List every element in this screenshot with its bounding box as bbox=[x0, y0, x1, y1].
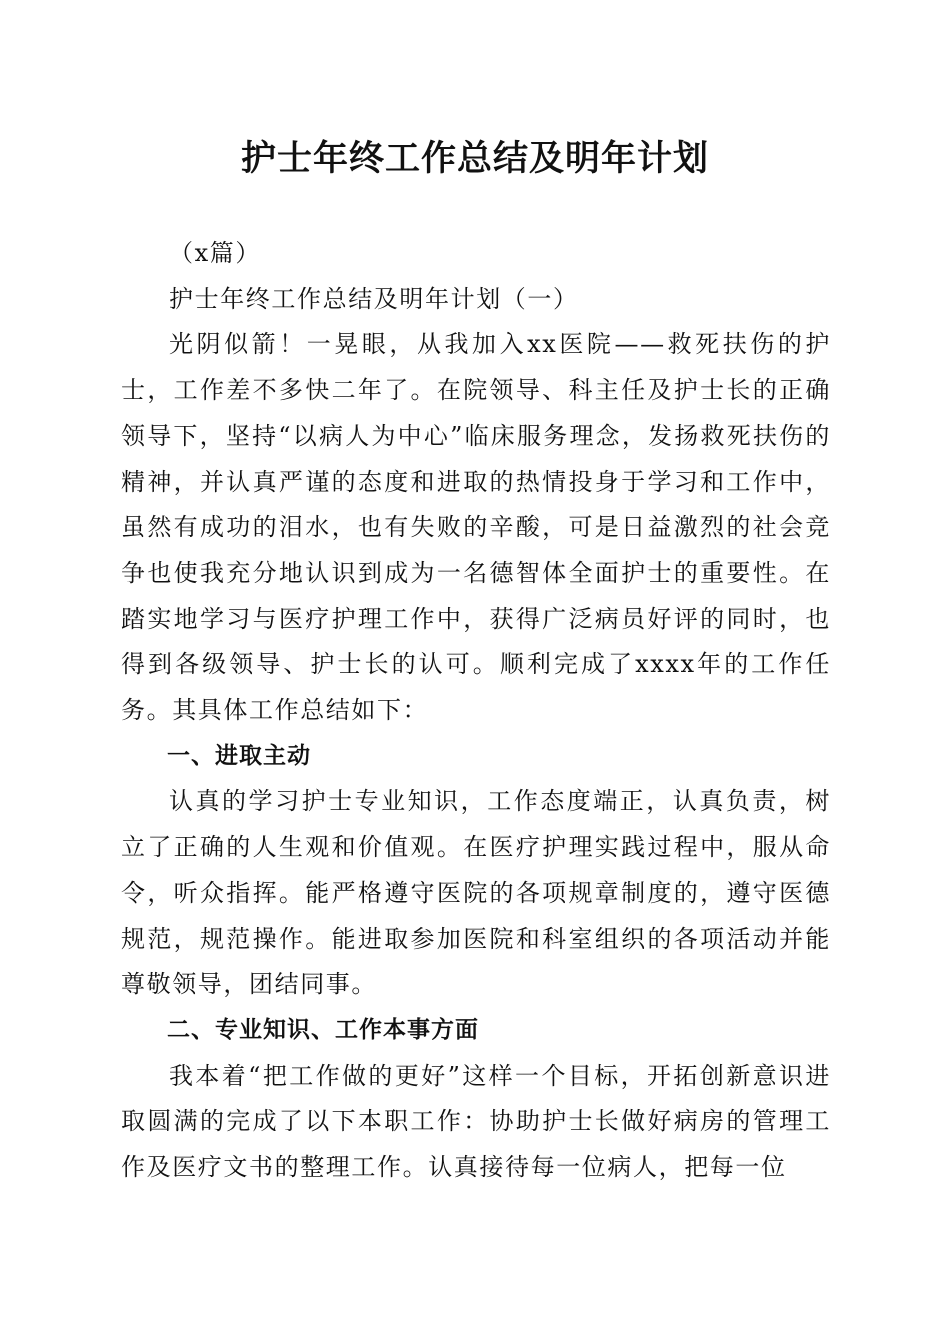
document-body bbox=[121, 231, 831, 1191]
paragraph-section-2: 我本着“把工作做的更好”这样一个目标，开拓创新意识进取圆满的完成了以下本职工作：协助护士长做好病房的管理工作及医疗文书的整理工作。认真接待每一位病人，把每一位 bbox=[121, 1061, 831, 1182]
paragraph-section-1: 认真的学习护士专业知识，工作态度端正，认真负责，树立了正确的人生观和价值观。在医疗护理实践过程中，服从命令，听众指挥。能严格遵守医院的各项规章制度的，遵守医德规范，规范操作。能进取参加医院和科室组织的各项活动并能尊敬领导，团结同事。 bbox=[121, 787, 831, 999]
paragraph-subtitle: 护士年终工作总结及明年计划（一） bbox=[169, 284, 579, 313]
document-title: 护士年终工作总结及明年计划 bbox=[240, 138, 709, 179]
section-heading-2: 二、专业知识、工作本事方面 bbox=[167, 1016, 479, 1043]
paragraph-count-note: （x篇） bbox=[169, 239, 261, 267]
section-heading-1: 一、进取主动 bbox=[167, 742, 311, 769]
paragraph-intro: 光阴似箭！一晃眼，从我加入xx医院——救死扶伤的护士，工作差不多快二年了。在院领导、科主任及护士长的正确领导下，坚持“以病人为中心”临床服务理念，发扬救死扶伤的精神，并认真严谨的态度和进取的热情投身于学习和工作中，虽然有成功的泪水，也有失败的辛酸，可是日益激烈的社会竞争也使我充分地认识到成为一名德智体全面护士的重要性。在踏实地学习与医疗护理工作中，获得广泛病员好评的同时，也得到各级领导、护士长的认可。顺利完成了xxxx年的工作任务。其具体工作总结如下： bbox=[121, 330, 831, 725]
